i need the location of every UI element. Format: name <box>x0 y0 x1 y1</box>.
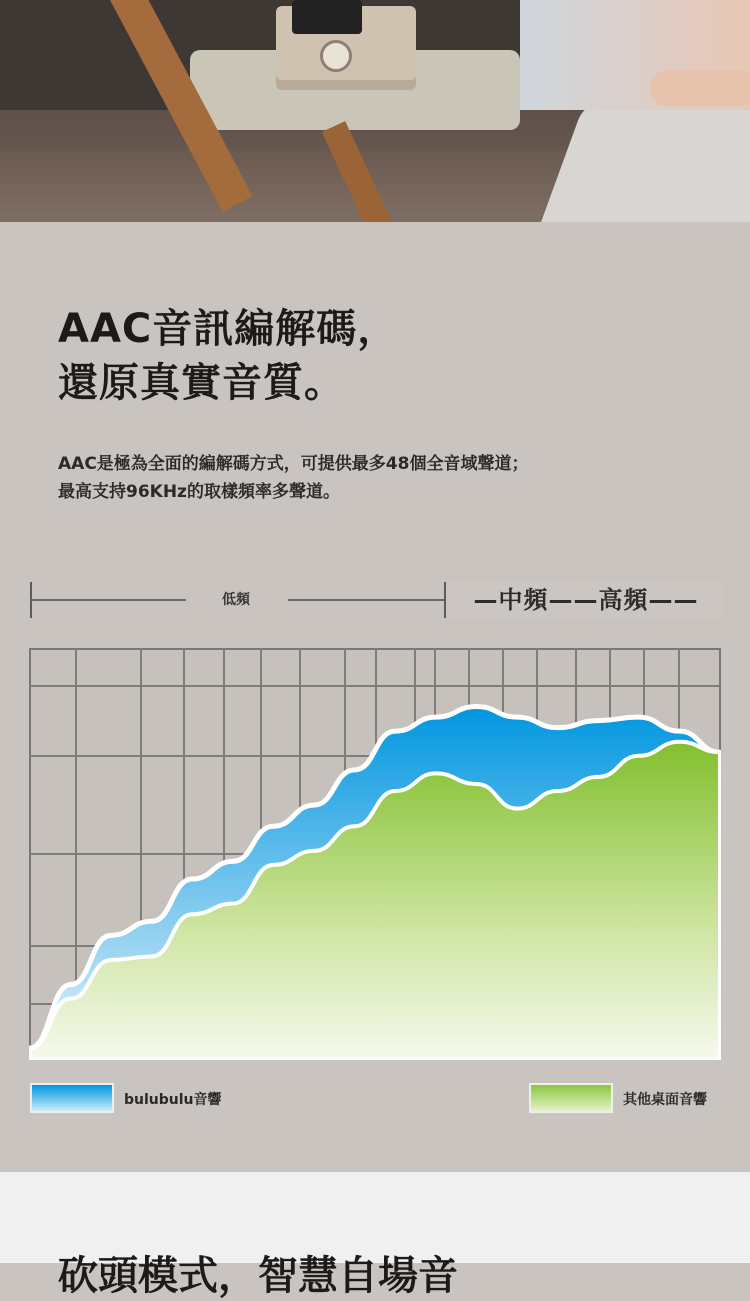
headline <box>58 302 398 410</box>
rug <box>535 100 750 222</box>
band-line <box>288 599 444 601</box>
legend-swatch-other <box>529 1083 613 1113</box>
description-line-1: AAC是極為全面的編解碼方式，可提供最多48個全音域聲道； <box>58 454 529 474</box>
frequency-band-row <box>0 580 750 620</box>
band-line <box>30 599 186 601</box>
legend-label-bulubulu: bulubulu音響 <box>124 1092 222 1108</box>
speaker-knob <box>320 40 352 72</box>
legend-swatch-bulubulu <box>30 1083 114 1113</box>
headline-line-1: AAC音訊編解碼， <box>58 306 399 352</box>
hero-photo <box>0 0 750 222</box>
band-tick <box>444 582 446 618</box>
frequency-response-chart <box>29 648 721 1060</box>
description-line-2: 最高支持96KHz的取樣頻率多聲道。 <box>58 482 340 502</box>
description <box>58 450 528 506</box>
chart-svg <box>29 648 721 1060</box>
legend-label-other: 其他桌面音響 <box>623 1092 707 1108</box>
phone-on-speaker <box>292 0 362 34</box>
next-section <box>0 1172 750 1299</box>
band-mid-high-label: —中頻——高頻—— <box>448 580 724 620</box>
next-section-title: 砍頭模式，智慧自場音 <box>58 1253 458 1299</box>
headline-line-2: 還原真實音質。 <box>58 360 345 406</box>
band-low-label: 低頻 <box>222 592 250 608</box>
person-foot <box>650 70 750 106</box>
